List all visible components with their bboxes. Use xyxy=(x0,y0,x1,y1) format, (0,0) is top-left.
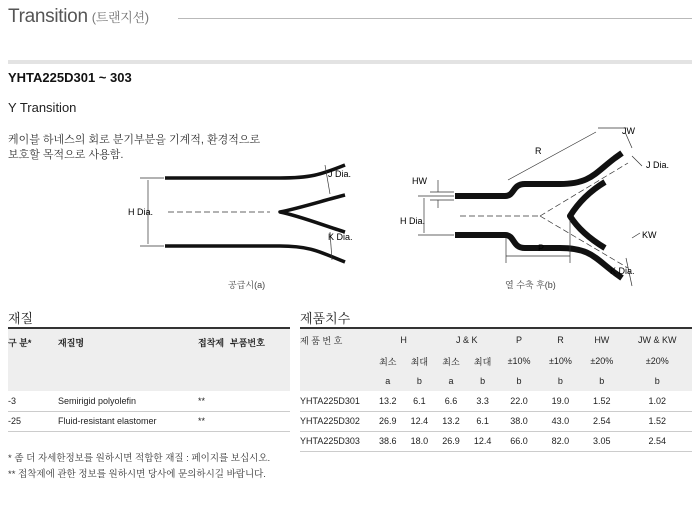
part-number: YHTA225D301 xyxy=(300,395,360,406)
subheader: 최소 xyxy=(442,356,460,367)
label-r: R xyxy=(535,146,542,156)
cell: 6.1 xyxy=(476,416,489,426)
figure-a-diagram xyxy=(120,160,370,290)
cell: 43.0 xyxy=(551,416,570,426)
label-h-dia-b: H Dia. xyxy=(400,216,426,226)
subheader: ±10% xyxy=(507,356,531,366)
materials-table xyxy=(8,329,290,432)
part-number: YHTA225D302 xyxy=(300,416,360,426)
cell: 13.2 xyxy=(442,416,460,426)
cell: 1.52 xyxy=(593,395,611,406)
subheader: 최소 xyxy=(379,356,397,367)
state-label: b xyxy=(516,376,522,386)
part-number: YHTA225D303 xyxy=(300,436,360,446)
cell: 6.6 xyxy=(444,395,458,406)
col-r: R xyxy=(557,335,564,345)
label-j-dia-b: J Dia. xyxy=(646,160,670,170)
subheader: 최대 xyxy=(473,356,492,367)
col-hw: HW xyxy=(594,335,610,345)
page-subtitle: (트랜지션) xyxy=(91,10,149,25)
materials-title: 재질 xyxy=(8,311,34,326)
table-row xyxy=(300,391,692,411)
label-j-dia: J Dia. xyxy=(328,169,352,179)
material-name: Semirigid polyolefin xyxy=(58,395,137,406)
table-row xyxy=(300,431,692,451)
label-p: P xyxy=(538,243,545,253)
title-divider xyxy=(178,18,692,19)
cell: 2.54 xyxy=(648,436,667,446)
cell: 38.0 xyxy=(510,416,528,426)
footnote-adhesive: ** 접착제에 관한 정보를 원하시면 당사에 문의하시길 바랍니다. xyxy=(8,469,266,480)
cell: 6.1 xyxy=(413,395,426,406)
figure-a-caption: 공급시(a) xyxy=(228,280,266,290)
product-name: Y Transition xyxy=(8,100,77,115)
material-adhesive: ** xyxy=(198,395,206,406)
col-part: 부품번호 xyxy=(230,338,265,348)
col-adhesive: 접착제 xyxy=(198,338,225,348)
material-name: Fluid-resistant elastomer xyxy=(58,416,157,426)
description-line: 케이블 하네스의 회로 분기부분을 기계적, 환경적으로 xyxy=(8,134,261,146)
cell: 19.0 xyxy=(551,395,570,406)
subheader: ±10% xyxy=(548,356,572,366)
label-kw: KW xyxy=(642,230,657,240)
subheader: 최대 xyxy=(410,356,429,367)
state-label: b xyxy=(480,376,486,386)
cell: 66.0 xyxy=(510,436,528,446)
col-h: H xyxy=(400,335,407,345)
cell: 12.4 xyxy=(473,436,492,446)
cell: 1.02 xyxy=(648,395,667,406)
description-line: 보호할 목적으로 사용함. xyxy=(8,149,124,161)
page-title: Transition (트랜지션) xyxy=(8,6,149,27)
cell: 13.2 xyxy=(379,395,397,406)
label-k-dia-b: K Dia. xyxy=(610,266,635,276)
col-jk: J & K xyxy=(456,335,478,345)
col-name: 재질명 xyxy=(58,338,85,348)
col-p: P xyxy=(516,335,523,345)
cell: 82.0 xyxy=(551,436,570,446)
table-row xyxy=(300,411,692,431)
model-divider xyxy=(8,60,692,64)
state-label: b xyxy=(599,376,605,386)
dimensions-table xyxy=(300,329,692,452)
material-code: -3 xyxy=(8,395,17,406)
cell: 38.6 xyxy=(379,436,397,446)
cell: 1.52 xyxy=(648,416,667,426)
subheader: ±20% xyxy=(590,356,614,366)
cell: 3.3 xyxy=(476,395,489,406)
label-hw: HW xyxy=(412,176,427,186)
cell: 12.4 xyxy=(410,416,429,426)
cell: 22.0 xyxy=(510,395,528,406)
label-jw: JW xyxy=(622,126,635,136)
col-jwkw: JW & KW xyxy=(638,335,677,345)
col-code: 구 분* xyxy=(8,338,32,348)
col-part-number: 제 품 번 호 xyxy=(300,335,343,346)
state-label: b xyxy=(557,376,563,386)
state-label: a xyxy=(448,376,454,386)
state-label: a xyxy=(385,376,391,386)
state-label: b xyxy=(416,376,422,386)
footnote-material: * 좀 더 자세한정보를 원하시면 적합한 재질 : 페이지를 보십시오. xyxy=(8,453,271,464)
material-adhesive: ** xyxy=(198,416,206,426)
label-h-dia: H Dia. xyxy=(128,207,154,217)
figure-b-diagram xyxy=(400,118,700,288)
table-row xyxy=(8,411,290,431)
table-row xyxy=(8,391,290,411)
cell: 3.05 xyxy=(593,436,611,446)
cell: 26.9 xyxy=(442,436,460,446)
figure-b-caption: 열 수축 후(b) xyxy=(505,280,556,290)
state-label: b xyxy=(654,376,660,386)
dimensions-title: 제품치수 xyxy=(300,311,351,326)
cell: 2.54 xyxy=(593,416,611,426)
label-k-dia: K Dia. xyxy=(328,232,353,242)
cell: 26.9 xyxy=(379,416,397,426)
subheader: ±20% xyxy=(645,356,669,366)
product-description xyxy=(8,133,278,163)
model-range: YHTA225D301 ~ 303 xyxy=(8,70,132,85)
material-code: -25 xyxy=(8,416,22,426)
cell: 18.0 xyxy=(410,436,429,446)
